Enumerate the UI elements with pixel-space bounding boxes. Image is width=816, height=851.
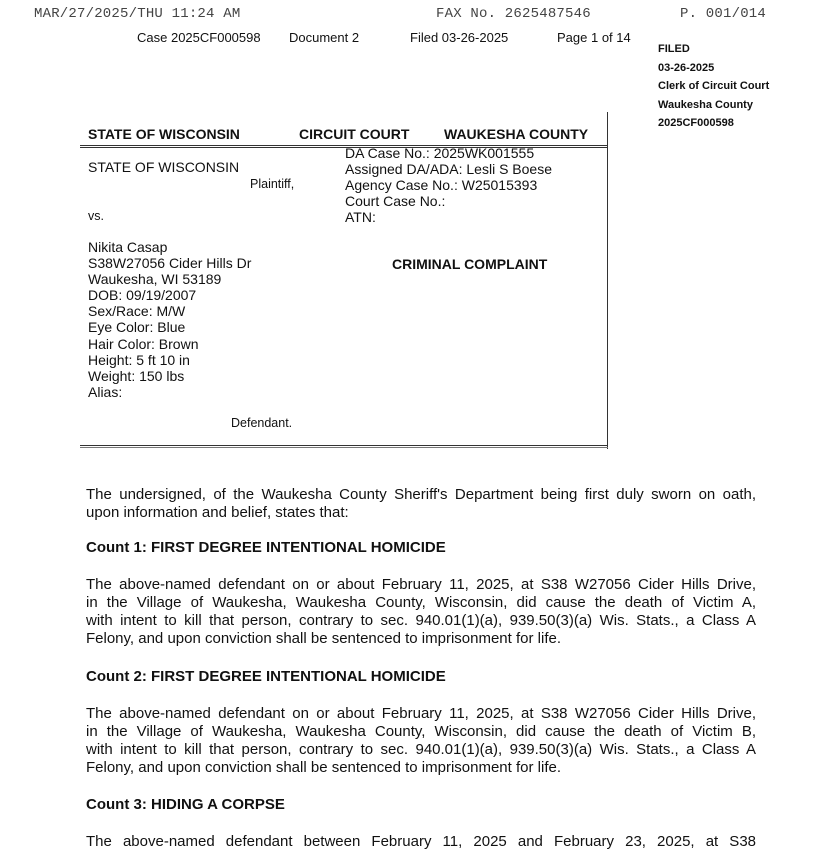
caption-bottom-rule-double (80, 447, 608, 448)
defendant-height: Height: 5 ft 10 in (88, 351, 190, 368)
defendant-name: Nikita Casap (88, 239, 168, 255)
agency-case-number: Agency Case No.: W25015393 (345, 177, 538, 194)
defendant-dob: DOB: 09/19/2007 (88, 287, 197, 304)
defendant-sex-race: Sex/Race: M/W (88, 303, 186, 320)
count-1-line: with intent to kill that person, contrary to sec. 940.01(1)(a), 939.50(3)(a) Wis. Stats., a Class A (86, 612, 756, 629)
header-filed-date: Filed 03-26-2025 (410, 30, 509, 45)
defendant-role: Defendant. (231, 416, 293, 430)
intro-paragraph (86, 486, 756, 522)
filed-stamp-line: Clerk of Circuit Court (658, 80, 770, 92)
count-2-paragraph (86, 705, 756, 777)
fax-number: FAX No. 2625487546 (436, 6, 591, 22)
fax-page: P. 001/014 (680, 6, 767, 22)
count-3-paragraph (86, 833, 756, 851)
count-1-line: in the Village of Waukesha, Waukesha County, Wisconsin, did cause the death of Victim A, (86, 594, 756, 611)
da-case-number: DA Case No.: 2025WK001555 (345, 145, 535, 161)
intro-line: upon information and belief, states that: (86, 504, 349, 521)
count-2-line: Felony, and upon conviction shall be sentenced to imprisonment for life. (86, 759, 561, 776)
count-2-heading: Count 2: FIRST DEGREE INTENTIONAL HOMICIDE (86, 668, 446, 685)
defendant-address-line2: Waukesha, WI 53189 (88, 271, 222, 288)
header-page-count: Page 1 of 14 (557, 30, 631, 45)
count-3-heading: Count 3: HIDING A CORPSE (86, 796, 285, 813)
count-2-line: in the Village of Waukesha, Waukesha County, Wisconsin, did cause the death of Victim B, (86, 723, 756, 740)
assigned-da: Assigned DA/ADA: Lesli S Boese (345, 161, 552, 178)
versus-label: vs. (88, 209, 104, 223)
document-title: CRIMINAL COMPLAINT (392, 256, 548, 272)
filed-stamp-line: 03-26-2025 (658, 61, 715, 74)
header-document-number: Document 2 (289, 30, 360, 45)
atn: ATN: (345, 209, 376, 226)
defendant-block (88, 239, 251, 400)
plaintiff-name: STATE OF WISCONSIN (88, 159, 240, 175)
intro-line: The undersigned, of the Waukesha County Sheriff's Department being first duly sworn on oath, (86, 486, 756, 503)
count-2-line: The above-named defendant on or about February 11, 2025, at S38 W27056 Cider Hills Drive, (86, 705, 756, 722)
filed-stamp-line: 2025CF000598 (658, 117, 734, 129)
defendant-weight: Weight: 150 lbs (88, 367, 185, 384)
caption-court: CIRCUIT COURT (299, 126, 410, 142)
case-info-block (345, 145, 552, 225)
count-1-paragraph (86, 576, 756, 648)
caption-right-rule (607, 112, 608, 449)
count-3-line: The above-named defendant between February 11, 2025 and February 23, 2025, at S38 (86, 833, 756, 850)
filed-stamp (658, 40, 769, 133)
plaintiff-role: Plaintiff, (250, 177, 295, 191)
court-case-number: Court Case No.: (345, 193, 446, 210)
count-1-line: The above-named defendant on or about February 11, 2025, at S38 W27056 Cider Hills Drive, (86, 576, 756, 593)
defendant-alias: Alias: (88, 383, 123, 400)
fax-datetime: MAR/27/2025/THU 11:24 AM (34, 6, 241, 22)
header-case-number: Case 2025CF000598 (137, 30, 261, 45)
count-1-line: Felony, and upon conviction shall be sentenced to imprisonment for life. (86, 630, 561, 647)
caption-state: STATE OF WISCONSIN (88, 126, 240, 142)
defendant-eye-color: Eye Color: Blue (88, 319, 186, 336)
defendant-address-line1: S38W27056 Cider Hills Dr (88, 255, 252, 272)
filed-stamp-line: FILED (658, 43, 690, 55)
count-2-line: with intent to kill that person, contrary to sec. 940.01(1)(a), 939.50(3)(a) Wis. Stats., a Class A (86, 741, 756, 758)
count-1-heading: Count 1: FIRST DEGREE INTENTIONAL HOMICIDE (86, 539, 446, 556)
caption-county: WAUKESHA COUNTY (444, 126, 589, 142)
filed-stamp-line: Waukesha County (658, 98, 753, 111)
defendant-hair-color: Hair Color: Brown (88, 335, 199, 352)
caption-bottom-rule (80, 445, 608, 446)
